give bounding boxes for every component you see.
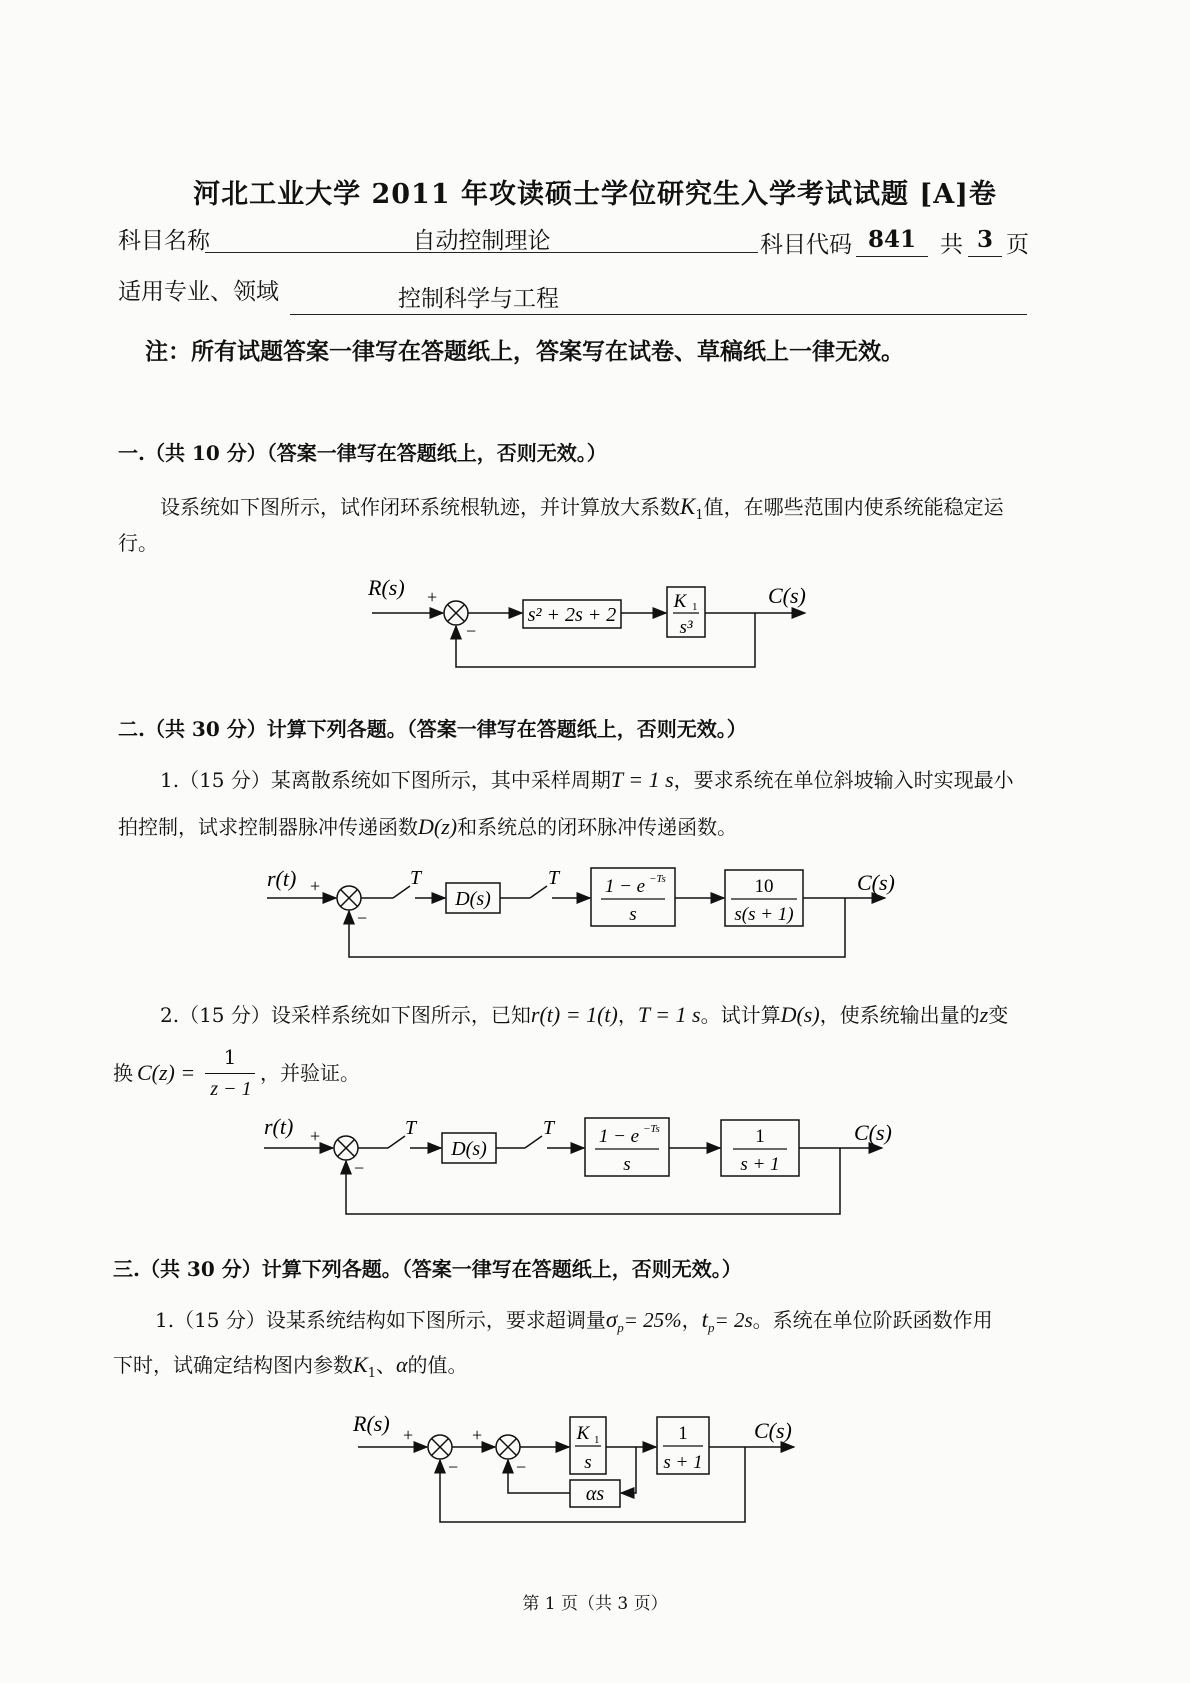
- code-label: 科目代码: [760, 232, 852, 258]
- q3-p1-k: K: [353, 1352, 368, 1377]
- total-prefix: 共: [940, 232, 963, 258]
- q3-block-2-den: s + 1: [663, 1452, 703, 1473]
- pages-underline: [968, 256, 1002, 257]
- q2-p2-line1: 2.（15 分）设采样系统如下图所示，已知r(t) = 1(t)，T = 1 s。试计算D(s)，使系统输出量的z变: [160, 1002, 1009, 1027]
- major-underline: [290, 314, 1027, 315]
- q2d1-sampler-1-label: T: [410, 867, 422, 889]
- q2d2-controller-label: D(s): [451, 1138, 487, 1160]
- q1-input-label: R(s): [368, 575, 405, 600]
- q2-p1-line1: [160, 767, 1014, 792]
- q2-p2-math-t: T = 1 s: [637, 1002, 701, 1027]
- q2d2-plus-sign: +: [310, 1126, 321, 1146]
- q2-p2-text-d: 变: [988, 1003, 1009, 1027]
- q2-p1-text-c: 拍控制，试求控制器脉冲传递函数: [118, 815, 418, 839]
- subject-name: 自动控制理论: [412, 228, 551, 254]
- q2d2-zoh-exp: −Ts: [643, 1123, 660, 1135]
- q3-p1-tp: t: [701, 1307, 709, 1332]
- q3-output-label: C(s): [754, 1418, 792, 1443]
- q3-block-1-num: K: [576, 1423, 590, 1444]
- q1-var-k-sub: 1: [695, 508, 704, 523]
- q2d1-minus-sign: −: [357, 908, 368, 928]
- q2d1-sampler-2-label: T: [548, 867, 560, 889]
- q2d2-sampler-1: [358, 1136, 441, 1148]
- q2-p2-math-c: C(z) =: [137, 1060, 196, 1085]
- q2-p2-text-a: 2.（15 分）设采样系统如下图所示，已知: [160, 1003, 531, 1027]
- q3-p1-k-sub: 1: [367, 1366, 376, 1381]
- q1-minus-sign: −: [466, 621, 477, 641]
- q3-minus-sign-1: −: [448, 1457, 459, 1477]
- q2d2-sampler-2-label: T: [543, 1117, 555, 1139]
- q2d1-sampler-1: [361, 886, 445, 898]
- q2d2-input-label: r(t): [264, 1114, 294, 1139]
- q2-p1-text-b: ，要求系统在单位斜坡输入时实现最小: [673, 768, 1014, 792]
- q3-p1-sigma-sub: p: [617, 1320, 624, 1335]
- q2-p1-math-t: T = 1 s: [610, 767, 674, 792]
- subject-code: 841: [867, 226, 916, 253]
- q1-block-1-expr: s² + 2s + 2: [527, 604, 617, 626]
- q1-block-diagram: [360, 570, 820, 680]
- q3-p1-text-a: 1.（15 分）设某系统结构如下图所示，要求超调量: [155, 1308, 606, 1332]
- q2-diagram-2: [262, 1110, 892, 1220]
- q1-var-k: K: [680, 494, 696, 519]
- q3-p1-line1: 1.（15 分）设某系统结构如下图所示，要求超调量$\sigma_p= 25\%$，$t_p= 2s$。系统在单位阶跃函数作用: [155, 1307, 993, 1335]
- q3-summing-junction-outer: [428, 1435, 452, 1459]
- total-pages: 3: [976, 226, 993, 253]
- q1-plus-sign: +: [427, 587, 438, 607]
- code-underline: [856, 256, 928, 257]
- major-name: 控制科学与工程: [398, 286, 559, 312]
- q3-p1-text-b: 。系统在单位阶跃函数作用: [752, 1308, 993, 1332]
- q2-p2-math-r: r(t) = 1(t): [530, 1002, 618, 1027]
- q2-diagram-1: [265, 860, 895, 970]
- q3-block-1-den: s: [584, 1452, 592, 1473]
- q3-block-2-num: 1: [678, 1423, 688, 1444]
- q2d2-zoh-den: s: [623, 1154, 631, 1175]
- q2-p1-line2: [118, 814, 738, 839]
- q3-p1-line2: [113, 1352, 468, 1384]
- q2d1-input-label: r(t): [267, 866, 297, 891]
- q2d1-controller-label: D(s): [455, 888, 491, 910]
- q1-text-line1: [160, 494, 1004, 526]
- q2d2-sampler-1-label: T: [405, 1117, 417, 1139]
- q2-p2-text-f: ，并验证。: [260, 1061, 360, 1085]
- q3-p1-sigma-val: = 25%: [623, 1308, 682, 1332]
- page-footer: 第 1 页（共 3 页）: [522, 1594, 668, 1614]
- q2d2-sampler-2: [496, 1136, 584, 1148]
- subject-label: 科目名称: [118, 228, 210, 254]
- q2d1-output-label: C(s): [857, 870, 895, 895]
- q2d2-summing-junction: [334, 1136, 358, 1160]
- q2d2-plant-num: 1: [755, 1126, 765, 1147]
- q2-heading: 二.（共 30 分）计算下列各题。（答案一律写在答题纸上，否则无效。）: [118, 717, 747, 741]
- q3-summing-junction-inner: [496, 1435, 520, 1459]
- q2d2-plant-den: s + 1: [740, 1154, 780, 1175]
- exam-note: 注：所有试题答案一律写在答题纸上，答案写在试卷、草稿纸上一律无效。: [145, 338, 904, 365]
- q1-text-a: 设系统如下图所示，试作闭环系统根轨迹，并计算放大系数: [160, 495, 680, 519]
- q2d1-summing-junction: [337, 886, 361, 910]
- q1-summing-junction: [444, 601, 468, 625]
- q2-p2-frac-den: z − 1: [210, 1078, 252, 1100]
- q3-plus-sign-1: +: [403, 1425, 414, 1445]
- q3-p1-tp-val: = 2s: [714, 1308, 753, 1332]
- q3-feedback-label: αs: [585, 1483, 605, 1505]
- q1-text-line2: 行。: [118, 531, 158, 555]
- q2-p2-text-c: ，使系统输出量的: [819, 1003, 980, 1027]
- q1-block-2-den: s³: [679, 617, 693, 638]
- total-suffix: 页: [1006, 232, 1029, 258]
- q2d1-zoh-den: s: [629, 904, 637, 925]
- q3-p1-text-e: 的值。: [407, 1353, 468, 1377]
- q3-p1-sigma: σ: [605, 1307, 618, 1332]
- q1-output-label: C(s): [768, 583, 806, 608]
- q3-plus-sign-2: +: [472, 1425, 483, 1445]
- q1-block-2-num: K: [673, 591, 687, 612]
- q2-p1-text-a: 1.（15 分）某离散系统如下图所示，其中采样周期: [160, 768, 611, 792]
- q2-p2-math-z: z: [979, 1002, 989, 1027]
- exam-title: 河北工业大学 2011 年攻读硕士学位研究生入学考试试题 [A]卷: [193, 179, 997, 210]
- q1-block-2-num-sub: 1: [692, 601, 698, 613]
- q2d1-zoh-exp: −Ts: [649, 873, 666, 885]
- q2-p2-math-d: D(s): [780, 1002, 820, 1027]
- q2d1-plus-sign: +: [310, 876, 321, 896]
- q3-minus-sign-2: −: [516, 1457, 527, 1477]
- q3-block-1-num-sub: 1: [594, 1434, 600, 1446]
- q2d1-plant-num: 10: [754, 876, 774, 897]
- q3-p1-text-d: 、: [375, 1353, 396, 1377]
- q3-p1-tp-sub: p: [708, 1320, 715, 1335]
- q2d1-sampler-2: [500, 886, 590, 898]
- q2d2-zoh-num: 1 − e: [598, 1126, 640, 1147]
- q2-p2-frac-bar: [205, 1073, 255, 1074]
- q2-p1-text-d: 和系统总的闭环脉冲传递函数。: [457, 815, 738, 839]
- q2-p2-frac-num: 1: [223, 1045, 237, 1069]
- q2-p1-math-dz: D(z): [418, 814, 458, 839]
- q2d1-zoh-num: 1 − e: [604, 876, 646, 897]
- q3-p1-alpha: α: [395, 1352, 408, 1377]
- q3-heading: 三.（共 30 分）计算下列各题。（答案一律写在答题纸上，否则无效。）: [113, 1257, 742, 1281]
- q3-inner-feedback-in: [621, 1447, 636, 1493]
- q3-input-label: R(s): [353, 1411, 390, 1436]
- q1-heading: 一.（共 10 分）（答案一律写在答题纸上，否则无效。）: [118, 441, 607, 465]
- q2d2-minus-sign: −: [354, 1158, 365, 1178]
- q2d1-plant-den: s(s + 1): [734, 904, 794, 925]
- major-label: 适用专业、领域: [118, 279, 279, 305]
- q3-block-diagram: [350, 1405, 810, 1530]
- q2-p2-text-e: 换: [113, 1061, 133, 1085]
- q2d2-output-label: C(s): [854, 1120, 892, 1145]
- q3-p1-text-c: 下时，试确定结构图内参数: [113, 1353, 353, 1377]
- q1-text-b: 值，在哪些范围内使系统能稳定运: [703, 495, 1004, 519]
- q2-p2-text-b: 。试计算: [700, 1003, 781, 1027]
